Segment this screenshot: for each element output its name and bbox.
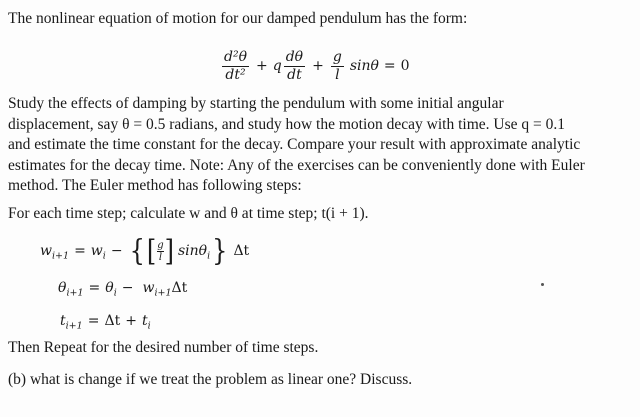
delta-t: Δt (104, 313, 121, 329)
repeat-instruction: Then Repeat for the desired number of time steps. (8, 339, 319, 356)
paragraph-line: and estimate the time constant for the decay. Compare your result with approximate analytic (8, 136, 581, 153)
intro-text: The nonlinear equation of motion for our damped pendulum has the form: (8, 10, 468, 27)
t-lhs: $t_{i+1}$ (60, 313, 83, 332)
t-i: $t_i$ (141, 313, 151, 332)
theta-lhs: $\theta_{i+1}$ (58, 280, 84, 299)
question-b: (b) what is change if we treat the problem as linear one? Discuss. (8, 371, 413, 388)
plus-sign: + (312, 58, 324, 74)
equals-sign: = (383, 58, 396, 74)
steps-intro: For each time step; calculate w and θ at time step; t(i + 1). (8, 205, 369, 222)
right-bracket-icon: ] (164, 234, 174, 268)
paragraph-line: displacement, say θ = 0.5 radians, and study how the motion decay with time. Use q = 0.1 (8, 115, 565, 133)
paragraph-line: Study the effects of damping by starting the pendulum with some initial angular (8, 95, 504, 112)
damping-coefficient: q (272, 58, 282, 74)
first-derivative-fraction (284, 49, 305, 84)
left-brace-icon: { (129, 234, 145, 268)
problem-paragraph (8, 94, 636, 197)
g-over-l-small-fraction: $\frac{g}{l}$ (157, 239, 164, 263)
delta-t: Δt (171, 280, 188, 296)
term1-numerator: d²θ (224, 48, 248, 65)
euler-w-equation (40, 234, 249, 268)
delta-t: Δt (233, 243, 250, 259)
main-equation (220, 44, 410, 88)
plus-sign: + (125, 313, 137, 329)
plus-sign: + (256, 58, 268, 74)
paragraph-line: estimates for the decay time. Note: Any of the exercises can be conveniently done with Euler (8, 156, 585, 174)
term2-numerator: dθ (285, 48, 304, 65)
equals-sign: = (88, 280, 101, 296)
rhs-zero: 0 (400, 58, 410, 74)
minus-sign: − (121, 280, 134, 296)
term1-denominator: dt² (225, 66, 246, 83)
stray-mark (541, 283, 544, 286)
sine-theta-i: sinθ$_i$ (178, 243, 211, 262)
second-derivative-fraction (222, 49, 249, 84)
left-bracket-icon: [ (146, 234, 157, 268)
w-lhs: $w_{i+1}$ (40, 243, 70, 262)
g-over-l-fraction (331, 49, 344, 84)
euler-t-equation (60, 309, 151, 333)
minus-sign: − (110, 243, 123, 259)
equals-sign: = (74, 243, 86, 259)
term2-denominator: dt (287, 66, 302, 83)
euler-theta-equation (58, 276, 187, 300)
sine-term: sinθ (349, 58, 379, 74)
right-brace-icon: } (212, 234, 228, 268)
w-i: $w_i$ (90, 243, 106, 262)
w-next: $w_{i+1}$ (142, 280, 172, 299)
equals-sign: = (87, 313, 100, 329)
theta-i: $\theta_i$ (105, 280, 117, 299)
term3-denominator: l (335, 66, 340, 83)
paragraph-line: method. The Euler method has following steps: (8, 177, 302, 194)
term3-numerator: g (332, 48, 342, 65)
